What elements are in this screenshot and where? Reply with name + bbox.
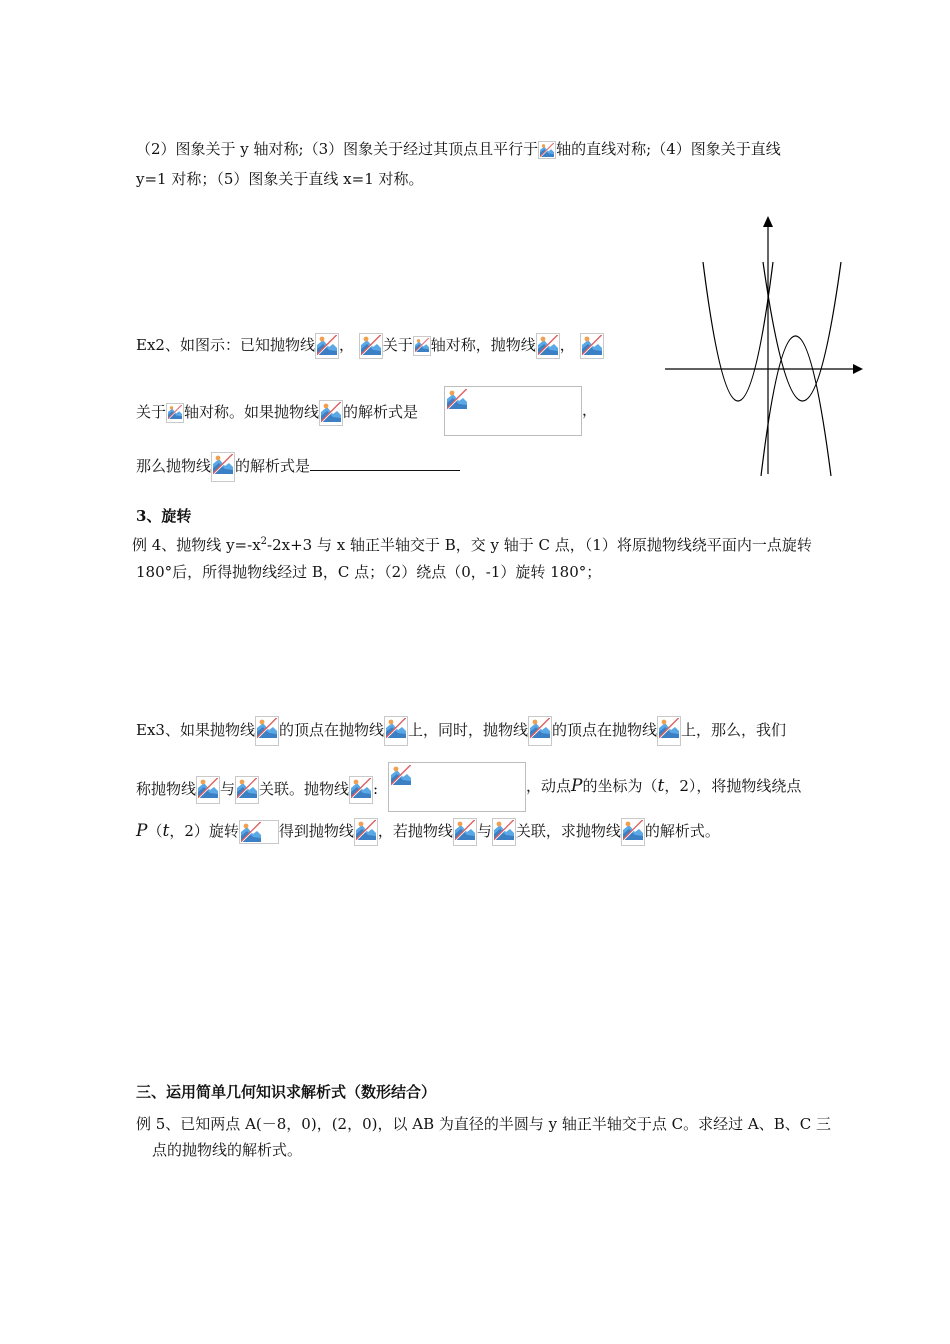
text: 轴的直线对称;（4）图象关于直线 bbox=[556, 140, 781, 158]
text: 的坐标为（ bbox=[582, 777, 658, 795]
broken-image-icon bbox=[315, 333, 339, 359]
ex2-comma bbox=[582, 400, 597, 420]
broken-image-icon bbox=[196, 776, 220, 804]
broken-image-icon bbox=[536, 333, 560, 359]
section-heading-rotation bbox=[136, 506, 191, 526]
text: 关于 bbox=[382, 336, 413, 354]
broken-image-icon bbox=[319, 400, 343, 426]
section-heading-geometry bbox=[136, 1082, 436, 1102]
text: 上，同时，抛物线 bbox=[407, 721, 528, 739]
text: 3、旋转 bbox=[136, 507, 192, 525]
text: 的顶点在抛物线 bbox=[278, 721, 384, 739]
text: ， bbox=[338, 336, 354, 354]
symmetry-line-1 bbox=[136, 139, 781, 159]
broken-image-icon bbox=[413, 336, 431, 356]
y-axis-arrow-icon bbox=[763, 216, 773, 227]
text: 的解析式是 bbox=[343, 403, 419, 421]
ex3-line-2 bbox=[136, 776, 378, 804]
text: 点的抛物线的解析式。 bbox=[152, 1141, 303, 1159]
text: 三、运用简单几何知识求解析式（数形结合） bbox=[136, 1083, 437, 1101]
text: ， bbox=[559, 336, 575, 354]
ex4-line-2 bbox=[136, 562, 601, 582]
broken-image-icon bbox=[239, 820, 279, 844]
parabola-right-up bbox=[763, 262, 841, 401]
text: Ex2、如图示：已知抛物线 bbox=[136, 336, 315, 354]
text: 关联，求抛物线 bbox=[515, 822, 621, 840]
variable-P: P bbox=[571, 776, 583, 796]
broken-image-icon bbox=[657, 716, 681, 746]
text: ，2），将抛物线绕点 bbox=[664, 777, 802, 795]
broken-image-icon bbox=[621, 818, 645, 846]
text: （ bbox=[147, 822, 163, 840]
broken-image-icon bbox=[235, 776, 259, 804]
formula-placeholder-box bbox=[444, 386, 582, 436]
text: 例 5、已知两点 A(－8，0)，(2，0)，以 AB 为直径的半圆与 y 轴正半轴交于点 C。求经过 A、B、C 三 bbox=[136, 1115, 832, 1133]
text: 轴对称。如果抛物线 bbox=[184, 403, 320, 421]
ex2-line-2 bbox=[136, 400, 418, 426]
symmetry-line-2 bbox=[136, 169, 424, 189]
ex2-line-1 bbox=[136, 333, 604, 359]
text: 上，那么，我们 bbox=[681, 721, 787, 739]
superscript: 2 bbox=[260, 536, 268, 547]
text: 与 bbox=[220, 780, 236, 798]
broken-image-icon bbox=[359, 333, 383, 359]
text: 例 4、抛物线 y=-x bbox=[132, 536, 261, 554]
text: 与 bbox=[476, 822, 492, 840]
broken-image-icon bbox=[580, 333, 604, 359]
x-axis-arrow-icon bbox=[853, 364, 863, 374]
ex3-line-2-tail bbox=[526, 776, 801, 796]
parabola-down bbox=[761, 336, 831, 476]
text: 的顶点在抛物线 bbox=[552, 721, 658, 739]
broken-image-icon bbox=[446, 388, 468, 410]
ex3-line-1 bbox=[136, 716, 786, 746]
parabola-left-up bbox=[703, 262, 773, 401]
broken-image-icon bbox=[354, 818, 378, 846]
text: 称抛物线 bbox=[136, 780, 197, 798]
text: 的解析式是 bbox=[235, 457, 311, 475]
text: : bbox=[373, 780, 379, 798]
variable-P: P bbox=[136, 821, 148, 841]
formula-placeholder-box bbox=[388, 762, 526, 812]
answer-blank[interactable] bbox=[310, 454, 460, 471]
ex3-line-3 bbox=[136, 818, 720, 846]
broken-image-icon bbox=[492, 818, 516, 846]
variable-t: t bbox=[657, 776, 665, 796]
ex5-line-2 bbox=[152, 1140, 302, 1160]
variable-t: t bbox=[162, 821, 170, 841]
broken-image-icon bbox=[528, 716, 552, 746]
broken-image-icon bbox=[453, 818, 477, 846]
text: 关于 bbox=[136, 403, 167, 421]
text: y=1 对称；（5）图象关于直线 x=1 对称。 bbox=[136, 170, 424, 188]
text: 的解析式。 bbox=[644, 822, 720, 840]
broken-image-icon bbox=[255, 716, 279, 746]
broken-image-icon bbox=[166, 403, 184, 423]
text: Ex3、如果抛物线 bbox=[136, 721, 255, 739]
text: 轴对称，抛物线 bbox=[430, 336, 536, 354]
broken-image-icon bbox=[211, 452, 235, 482]
text: 得到抛物线 bbox=[278, 822, 354, 840]
broken-image-icon bbox=[384, 716, 408, 746]
text: -2x+3 与 x 轴正半轴交于 B，交 y 轴于 C 点，（1）将原抛物线绕平面内一点旋转 bbox=[267, 536, 812, 554]
ex2-line-3 bbox=[136, 452, 460, 482]
text: （2）图象关于 y 轴对称;（3）图象关于经过其顶点且平行于 bbox=[136, 140, 539, 158]
text: ，2）旋转 bbox=[169, 822, 239, 840]
text: 关联。抛物线 bbox=[259, 780, 350, 798]
text: 180°后，所得抛物线经过 B，C 点；（2）绕点（0，-1）旋转 180°； bbox=[136, 563, 602, 581]
text: ，动点 bbox=[526, 777, 572, 795]
broken-image-icon bbox=[349, 776, 373, 804]
text: ，若抛物线 bbox=[377, 822, 453, 840]
ex4-line-1 bbox=[132, 532, 812, 555]
broken-image-icon bbox=[538, 141, 556, 159]
text: ， bbox=[582, 401, 598, 419]
ex5-line-1 bbox=[136, 1114, 831, 1134]
broken-image-icon bbox=[390, 764, 412, 786]
parabola-graph bbox=[665, 214, 870, 476]
text: 那么抛物线 bbox=[136, 457, 212, 475]
